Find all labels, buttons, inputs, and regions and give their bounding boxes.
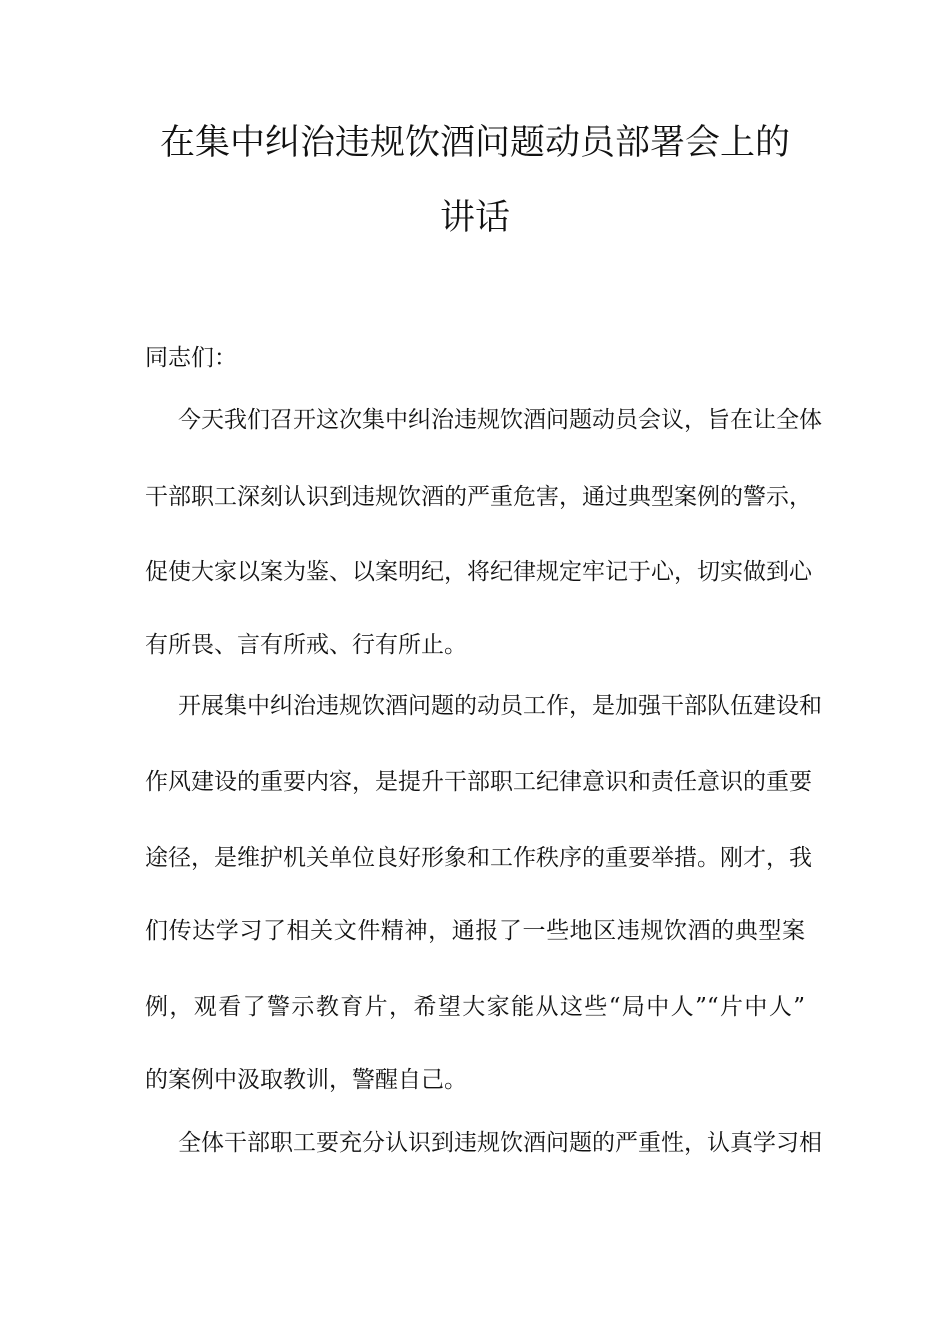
paragraph-line: 途径，是维护机关单位良好形象和工作秩序的重要举措。刚才，我 <box>145 845 812 871</box>
paragraph-line: 的案例中汲取教训，警醒自己。 <box>145 1067 467 1093</box>
title-line-2: 讲话 <box>439 198 510 238</box>
paragraph-line: 作风建设的重要内容，是提升干部职工纪律意识和责任意识的重要 <box>145 769 812 795</box>
paragraph-line: 例，观看了警示教育片，希望大家能从这些“局中人”“片中人” <box>145 994 805 1020</box>
paragraph-line: 今天我们召开这次集中纠治违规饮酒问题动员会议，旨在让全体 <box>178 407 822 433</box>
paragraph-line: 促使大家以案为鉴、以案明纪，将纪律规定牢记于心，切实做到心 <box>145 559 812 585</box>
paragraph-line: 有所畏、言有所戒、行有所止。 <box>145 632 467 658</box>
paragraph-line: 全体干部职工要充分认识到违规饮酒问题的严重性，认真学习相 <box>178 1130 822 1156</box>
paragraph-line: 干部职工深刻认识到违规饮酒的严重危害，通过典型案例的警示， <box>145 484 812 510</box>
title-line-1: 在集中纠治违规饮酒问题动员部署会上的 <box>159 123 790 163</box>
paragraph-line: 开展集中纠治违规饮酒问题的动员工作，是加强干部队伍建设和 <box>178 693 822 719</box>
paragraph-line: 们传达学习了相关文件精神，通报了一些地区违规饮酒的典型案 <box>145 918 805 944</box>
salutation: 同志们： <box>145 345 237 371</box>
